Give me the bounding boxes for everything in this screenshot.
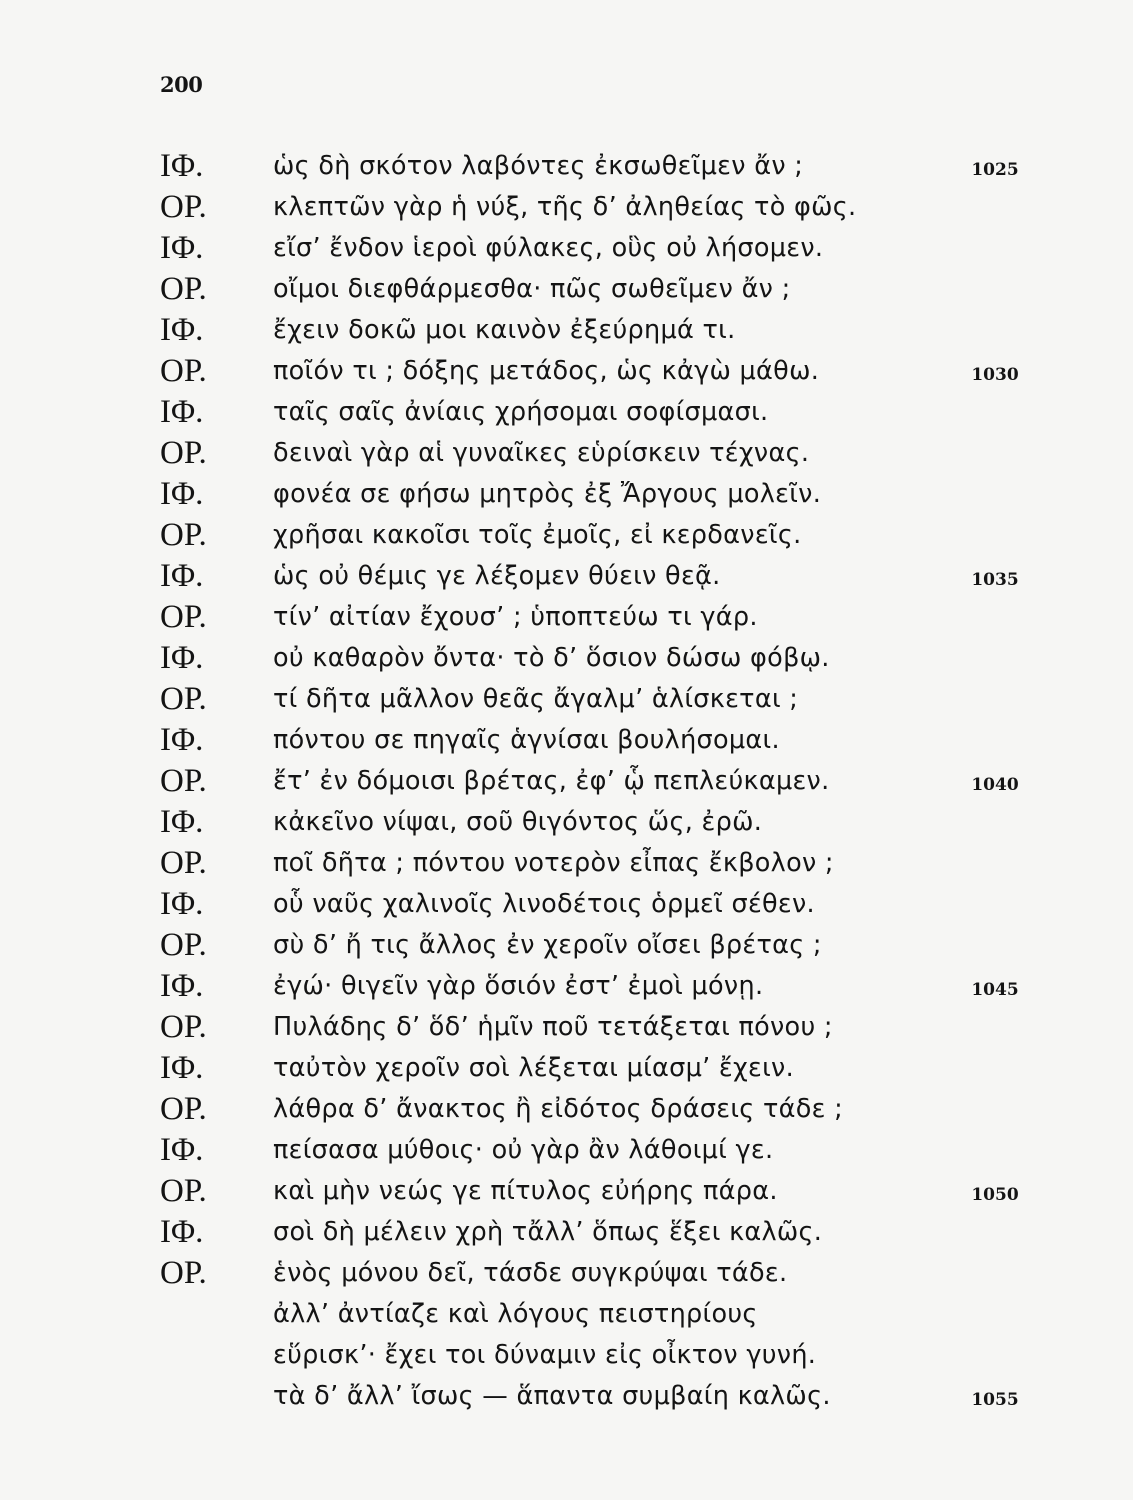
verse-line — [0, 310, 1133, 351]
speaker-label: ΟΡ. — [160, 1091, 207, 1127]
speaker-label: ΟΡ. — [160, 1173, 207, 1209]
verse-line — [0, 1212, 1133, 1253]
verse-text: ἀλλ’ ἀντίαζε καὶ λόγους πειστηρίους — [273, 1299, 758, 1329]
verse-text: κἀκεῖνο νίψαι, σοῦ θιγόντος ὥς, ἐρῶ. — [273, 807, 763, 837]
verse-line — [0, 146, 1133, 187]
line-number: 1055 — [971, 1390, 1019, 1410]
verse-line — [0, 228, 1133, 269]
verse-line — [0, 597, 1133, 638]
verse-line — [0, 966, 1133, 1007]
verse-text: τὰ δ’ ἄλλ’ ἴσως — ἅπαντα συμβαίη καλῶς. — [273, 1381, 831, 1411]
verse-line — [0, 720, 1133, 761]
verse-text: λάθρα δ’ ἄνακτος ἢ εἰδότος δράσεις τάδε ; — [273, 1094, 844, 1124]
verse-text: ἑνὸς μόνου δεῖ, τάσδε συγκρύψαι τάδε. — [273, 1258, 788, 1288]
verse-line — [0, 1089, 1133, 1130]
verse-text: πείσασα μύθοις· οὐ γὰρ ἂν λάθοιμί γε. — [273, 1135, 774, 1165]
speaker-label: ΟΡ. — [160, 763, 207, 799]
verse-text: ὡς δὴ σκότον λαβόντες ἐκσωθεῖμεν ἄν ; — [273, 151, 804, 181]
verse-text: κλεπτῶν γὰρ ἡ νύξ, τῆς δ’ ἀληθείας τὸ φῶς. — [273, 192, 857, 222]
verse-text: ποῖ δῆτα ; πόντου νοτερὸν εἶπας ἔκβολον ; — [273, 848, 834, 878]
verse-text: χρῆσαι κακοῖσι τοῖς ἐμοῖς, εἰ κερδανεῖς. — [273, 520, 802, 550]
verse-line — [0, 433, 1133, 474]
speaker-label: ΙΦ. — [160, 804, 204, 840]
verse-lines — [0, 146, 1133, 1417]
verse-text: οἴμοι διεφθάρμεσθα· πῶς σωθεῖμεν ἄν ; — [273, 274, 791, 304]
verse-text: εἴσ’ ἔνδον ἱεροὶ φύλακες, οὓς οὐ λήσομεν. — [273, 233, 824, 263]
speaker-label: ΟΡ. — [160, 1255, 207, 1291]
line-number: 1025 — [971, 160, 1019, 180]
verse-text: ποῖόν τι ; δόξης μετάδος, ὡς κἀγὼ μάθω. — [273, 356, 820, 386]
speaker-label: ΙΦ. — [160, 886, 204, 922]
speaker-label: ΙΦ. — [160, 312, 204, 348]
verse-line — [0, 1253, 1133, 1294]
verse-text: οὗ ναῦς χαλινοῖς λινοδέτοις ὁρμεῖ σέθεν. — [273, 889, 815, 919]
speaker-label: ΙΦ. — [160, 1132, 204, 1168]
verse-text: εὕρισκ’· ἔχει τοι δύναμιν εἰς οἶκτον γυνή. — [273, 1340, 817, 1370]
verse-line — [0, 884, 1133, 925]
line-number: 1030 — [971, 365, 1019, 385]
verse-line — [0, 187, 1133, 228]
line-number: 1040 — [971, 775, 1019, 795]
speaker-label: ΙΦ. — [160, 968, 204, 1004]
verse-line — [0, 392, 1133, 433]
speaker-label: ΟΡ. — [160, 681, 207, 717]
verse-line — [0, 638, 1133, 679]
verse-line — [0, 351, 1133, 392]
verse-line — [0, 1335, 1133, 1376]
verse-text: οὐ καθαρὸν ὄντα· τὸ δ’ ὅσιον δώσω φόβῳ. — [273, 643, 830, 673]
speaker-label: ΟΡ. — [160, 599, 207, 635]
verse-text: ἐγώ· θιγεῖν γὰρ ὅσιόν ἐστ’ ἐμοὶ μόνῃ. — [273, 971, 764, 1001]
verse-text: Πυλάδης δ’ ὅδ’ ἡμῖν ποῦ τετάξεται πόνου ; — [273, 1012, 833, 1042]
verse-text: φονέα σε φήσω μητρὸς ἐξ Ἄργους μολεῖν. — [273, 479, 822, 509]
verse-line — [0, 1130, 1133, 1171]
speaker-label: ΙΦ. — [160, 148, 204, 184]
speaker-label: ΟΡ. — [160, 927, 207, 963]
verse-line — [0, 1007, 1133, 1048]
verse-text: τίν’ αἰτίαν ἔχουσ’ ; ὑποπτεύω τι γάρ. — [273, 602, 758, 632]
line-number: 1050 — [971, 1185, 1019, 1205]
verse-text: πόντου σε πηγαῖς ἁγνίσαι βουλήσομαι. — [273, 725, 780, 755]
verse-line — [0, 269, 1133, 310]
speaker-label: ΙΦ. — [160, 722, 204, 758]
verse-text: καὶ μὴν νεώς γε πίτυλος εὐήρης πάρα. — [273, 1176, 778, 1206]
verse-line — [0, 1048, 1133, 1089]
verse-line — [0, 556, 1133, 597]
speaker-label: ΟΡ. — [160, 435, 207, 471]
verse-line — [0, 1376, 1133, 1417]
verse-line — [0, 802, 1133, 843]
speaker-label: ΟΡ. — [160, 189, 207, 225]
page-number: 200 — [160, 72, 203, 97]
speaker-label: ΙΦ. — [160, 394, 204, 430]
speaker-label: ΙΦ. — [160, 558, 204, 594]
verse-line — [0, 761, 1133, 802]
verse-text: ταὐτὸν χεροῖν σοὶ λέξεται μίασμ’ ἔχειν. — [273, 1053, 795, 1083]
verse-text: ἔτ’ ἐν δόμοισι βρέτας, ἐφ’ ᾧ πεπλεύκαμεν. — [273, 766, 830, 796]
verse-text: τί δῆτα μᾶλλον θεᾶς ἄγαλμ’ ἁλίσκεται ; — [273, 684, 799, 714]
speaker-label: ΟΡ. — [160, 845, 207, 881]
verse-line — [0, 1294, 1133, 1335]
speaker-label: ΟΡ. — [160, 517, 207, 553]
verse-line — [0, 679, 1133, 720]
verse-text: ὡς οὐ θέμις γε λέξομεν θύειν θεᾷ. — [273, 561, 721, 591]
verse-text: δειναὶ γὰρ αἱ γυναῖκες εὑρίσκειν τέχνας. — [273, 438, 810, 468]
verse-line — [0, 843, 1133, 884]
speaker-label: ΙΦ. — [160, 1214, 204, 1250]
verse-text: ταῖς σαῖς ἀνίαις χρήσομαι σοφίσμασι. — [273, 397, 769, 427]
speaker-label: ΙΦ. — [160, 1050, 204, 1086]
speaker-label: ΟΡ. — [160, 353, 207, 389]
line-number: 1035 — [971, 570, 1019, 590]
speaker-label: ΙΦ. — [160, 640, 204, 676]
verse-line — [0, 925, 1133, 966]
speaker-label: ΙΦ. — [160, 230, 204, 266]
verse-text: ἔχειν δοκῶ μοι καινὸν ἐξεύρημά τι. — [273, 315, 736, 345]
verse-text: σὺ δ’ ἤ τις ἄλλος ἐν χεροῖν οἴσει βρέτας ; — [273, 930, 822, 960]
speaker-label: ΟΡ. — [160, 1009, 207, 1045]
verse-line — [0, 474, 1133, 515]
speaker-label: ΙΦ. — [160, 476, 204, 512]
verse-line — [0, 1171, 1133, 1212]
line-number: 1045 — [971, 980, 1019, 1000]
verse-text: σοὶ δὴ μέλειν χρὴ τἄλλ’ ὅπως ἕξει καλῶς. — [273, 1217, 823, 1247]
verse-line — [0, 515, 1133, 556]
speaker-label: ΟΡ. — [160, 271, 207, 307]
